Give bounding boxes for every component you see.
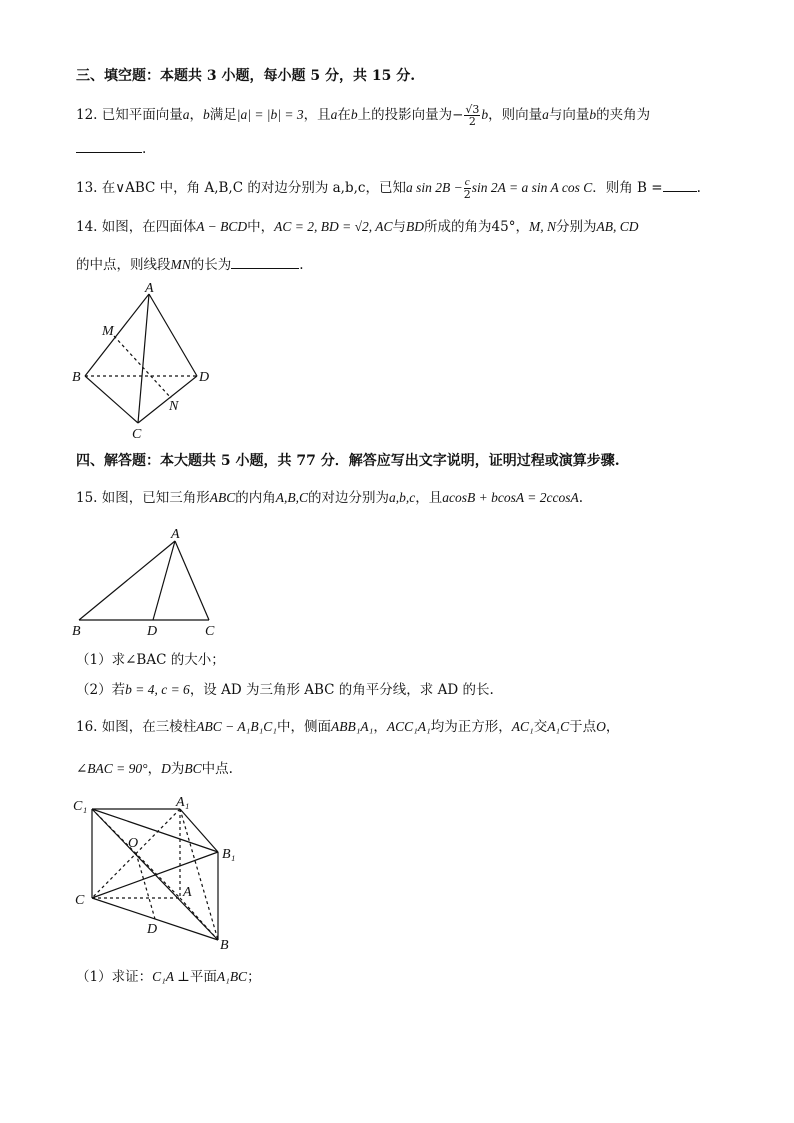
edge-BC — [85, 376, 138, 423]
section4-title: 四、解答题：本大题共 5 小题，共 77 分．解答应写出文字说明，证明过程或演算步骤. — [76, 453, 620, 469]
bisector-AD — [153, 541, 175, 620]
label-B: B — [72, 624, 81, 639]
triangle-figure — [70, 524, 230, 639]
edge-AC — [138, 294, 149, 423]
label-A: A — [183, 885, 192, 900]
label-A: A — [145, 281, 154, 296]
label-C: C — [205, 624, 215, 639]
answer-blank[interactable] — [231, 268, 299, 269]
c-over-2-fraction: $\frac{c}{2}$ — [463, 176, 471, 201]
question-16-line2: ∠BAC = 90°，D为BC中点. — [76, 761, 233, 777]
section3-title: 三、填空题：本题共 3 小题，每小题 5 分，共 15 分. — [76, 68, 416, 84]
label-A: A — [171, 527, 180, 542]
segment-OD — [136, 853, 155, 919]
question-12: 12. 已知平面向量a，b满足|a| = |b| = 3，且a在b上的投影向量为− $\frac{√3}{2}$ b，则向量a与向量b的夹角为 — [76, 103, 651, 128]
side-AC — [175, 541, 209, 620]
label-D: D — [147, 922, 158, 937]
segment-MN — [114, 336, 171, 398]
label-N: N — [169, 399, 179, 414]
question-15: 15. 如图，已知三角形ABC的内角A,B,C的对边分别为a,b,c，且acosB + bcosA = 2ccosA. — [76, 490, 584, 506]
label-C: C — [132, 427, 142, 442]
answer-blank[interactable] — [663, 191, 697, 192]
question-16: 16. 如图，在三棱柱ABC − A₁B₁C₁中，侧面ABB₁A₁，ACC₁A₁均为正方形，AC₁交A₁C于点O， — [76, 719, 620, 735]
question-14: 14. 如图，在四面体A − BCD中，AC = 2, BD = √2, AC与BD所成的角为45°，M, N分别为AB, CD — [76, 219, 639, 235]
projection-fraction: $\frac{√3}{2}$ — [465, 103, 480, 128]
prism-figure — [70, 792, 250, 957]
tetrahedron-figure — [70, 281, 220, 444]
q15-part1: （1）求∠BAC 的大小； — [76, 652, 225, 668]
answer-blank[interactable] — [76, 152, 142, 153]
q12-answer-line: . — [76, 140, 146, 158]
edge-CD — [138, 376, 197, 423]
question-13: 13. 在∨ABC 中，角 A,B,C 的对边分别为 a,b,c，已知a sin 2B − $\frac{c}{2}$ sin 2A = a sin A cos C．则角 B = . — [76, 176, 701, 201]
label-C1: C₁ — [73, 799, 88, 814]
label-M: M — [102, 324, 114, 339]
label-C: C — [75, 893, 85, 908]
q16-part1: （1）求证：C₁A ⊥平面A₁BC； — [76, 969, 261, 985]
question-14-line2: 的中点，则线段MN的长为 . — [76, 257, 304, 273]
label-A1: A₁ — [176, 795, 190, 810]
label-O: O — [128, 836, 139, 851]
label-B: B — [72, 370, 81, 385]
edge-AD — [149, 294, 197, 376]
q15-part2: （2）若b = 4, c = 6，设 AD 为三角形 ABC 的角平分线，求 AD 的长. — [76, 682, 494, 698]
side-AB — [79, 541, 175, 620]
label-D: D — [147, 624, 158, 639]
label-B1: B₁ — [222, 847, 236, 862]
label-B: B — [220, 938, 229, 953]
label-D: D — [199, 370, 210, 385]
